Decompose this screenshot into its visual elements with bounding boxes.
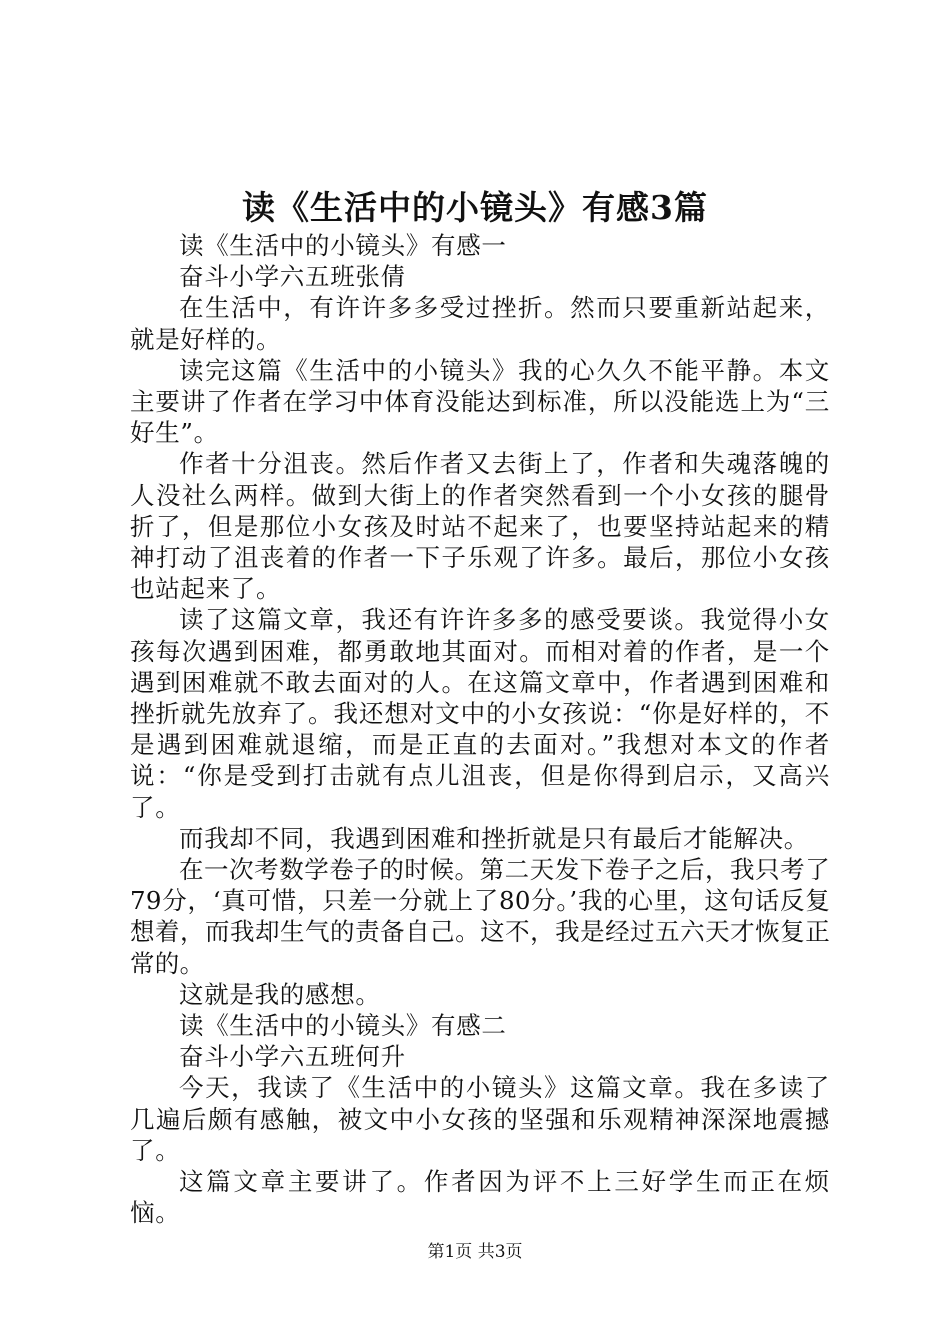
document-body xyxy=(130,230,830,1229)
paragraph: 读完这篇《生活中的小镜头》我的心久久不能平静。本文主要讲了作者在学习中体育没能达到标准，所以没能选上为“三好生”。 xyxy=(130,355,830,448)
paragraph: 读了这篇文章，我还有许许多多的感受要谈。我觉得小女孩每次遇到困难，都勇敢地其面对。而相对着的作者，是一个遇到困难就不敢去面对的人。在这篇文章中，作者遇到困难和挫折就先放弃了。我还想对文中的小女孩说：“你是好样的，不是遇到困难就退缩，而是正直的去面对。”我想对本文的作者说：“你是受到打击就有点儿沮丧，但是你得到启示，又高兴了。 xyxy=(130,605,830,822)
paragraph: 在生活中，有许许多多受过挫折。然而只要重新站起来，就是好样的。 xyxy=(130,293,830,354)
paragraph: 这就是我的感想。 xyxy=(179,979,381,1009)
section-heading-1: 读《生活中的小镜头》有感一 xyxy=(179,231,507,260)
author-line-1: 奋斗小学六五班张倩 xyxy=(179,262,406,292)
document-title: 读《生活中的小镜头》有感3篇 xyxy=(242,188,708,227)
paragraph: 今天，我读了《生活中的小镜头》这篇文章。我在多读了几遍后颇有感触，被文中小女孩的坚强和乐观精神深深地震撼了。 xyxy=(130,1073,830,1165)
section-heading-2: 读《生活中的小镜头》有感二 xyxy=(179,1011,507,1041)
paragraph: 作者十分沮丧。然后作者又去街上了，作者和失魂落魄的人没社么两样。做到大街上的作者突然看到一个小女孩的腿骨折了，但是那位小女孩及时站不起来了，也要坚持站起来的精神打动了沮丧着的作者一下子乐观了许多。最后，那位小女孩也站起来了。 xyxy=(130,449,830,604)
paragraph: 在一次考数学卷子的时候。第二天发下卷子之后，我只考了79分，‘真可惜，只差一分就上了80分。’我的心里，这句话反复想着，而我却生气的责备自己。这不，我是经过五六天才恢复正常的。 xyxy=(130,855,830,978)
page-number-footer: 第1页 共3页 xyxy=(427,1242,523,1262)
author-line-2: 奋斗小学六五班何升 xyxy=(179,1042,406,1072)
paragraph: 而我却不同，我遇到困难和挫折就是只有最后才能解决。 xyxy=(179,823,809,853)
paragraph: 这篇文章主要讲了。作者因为评不上三好学生而正在烦恼。 xyxy=(130,1167,830,1228)
